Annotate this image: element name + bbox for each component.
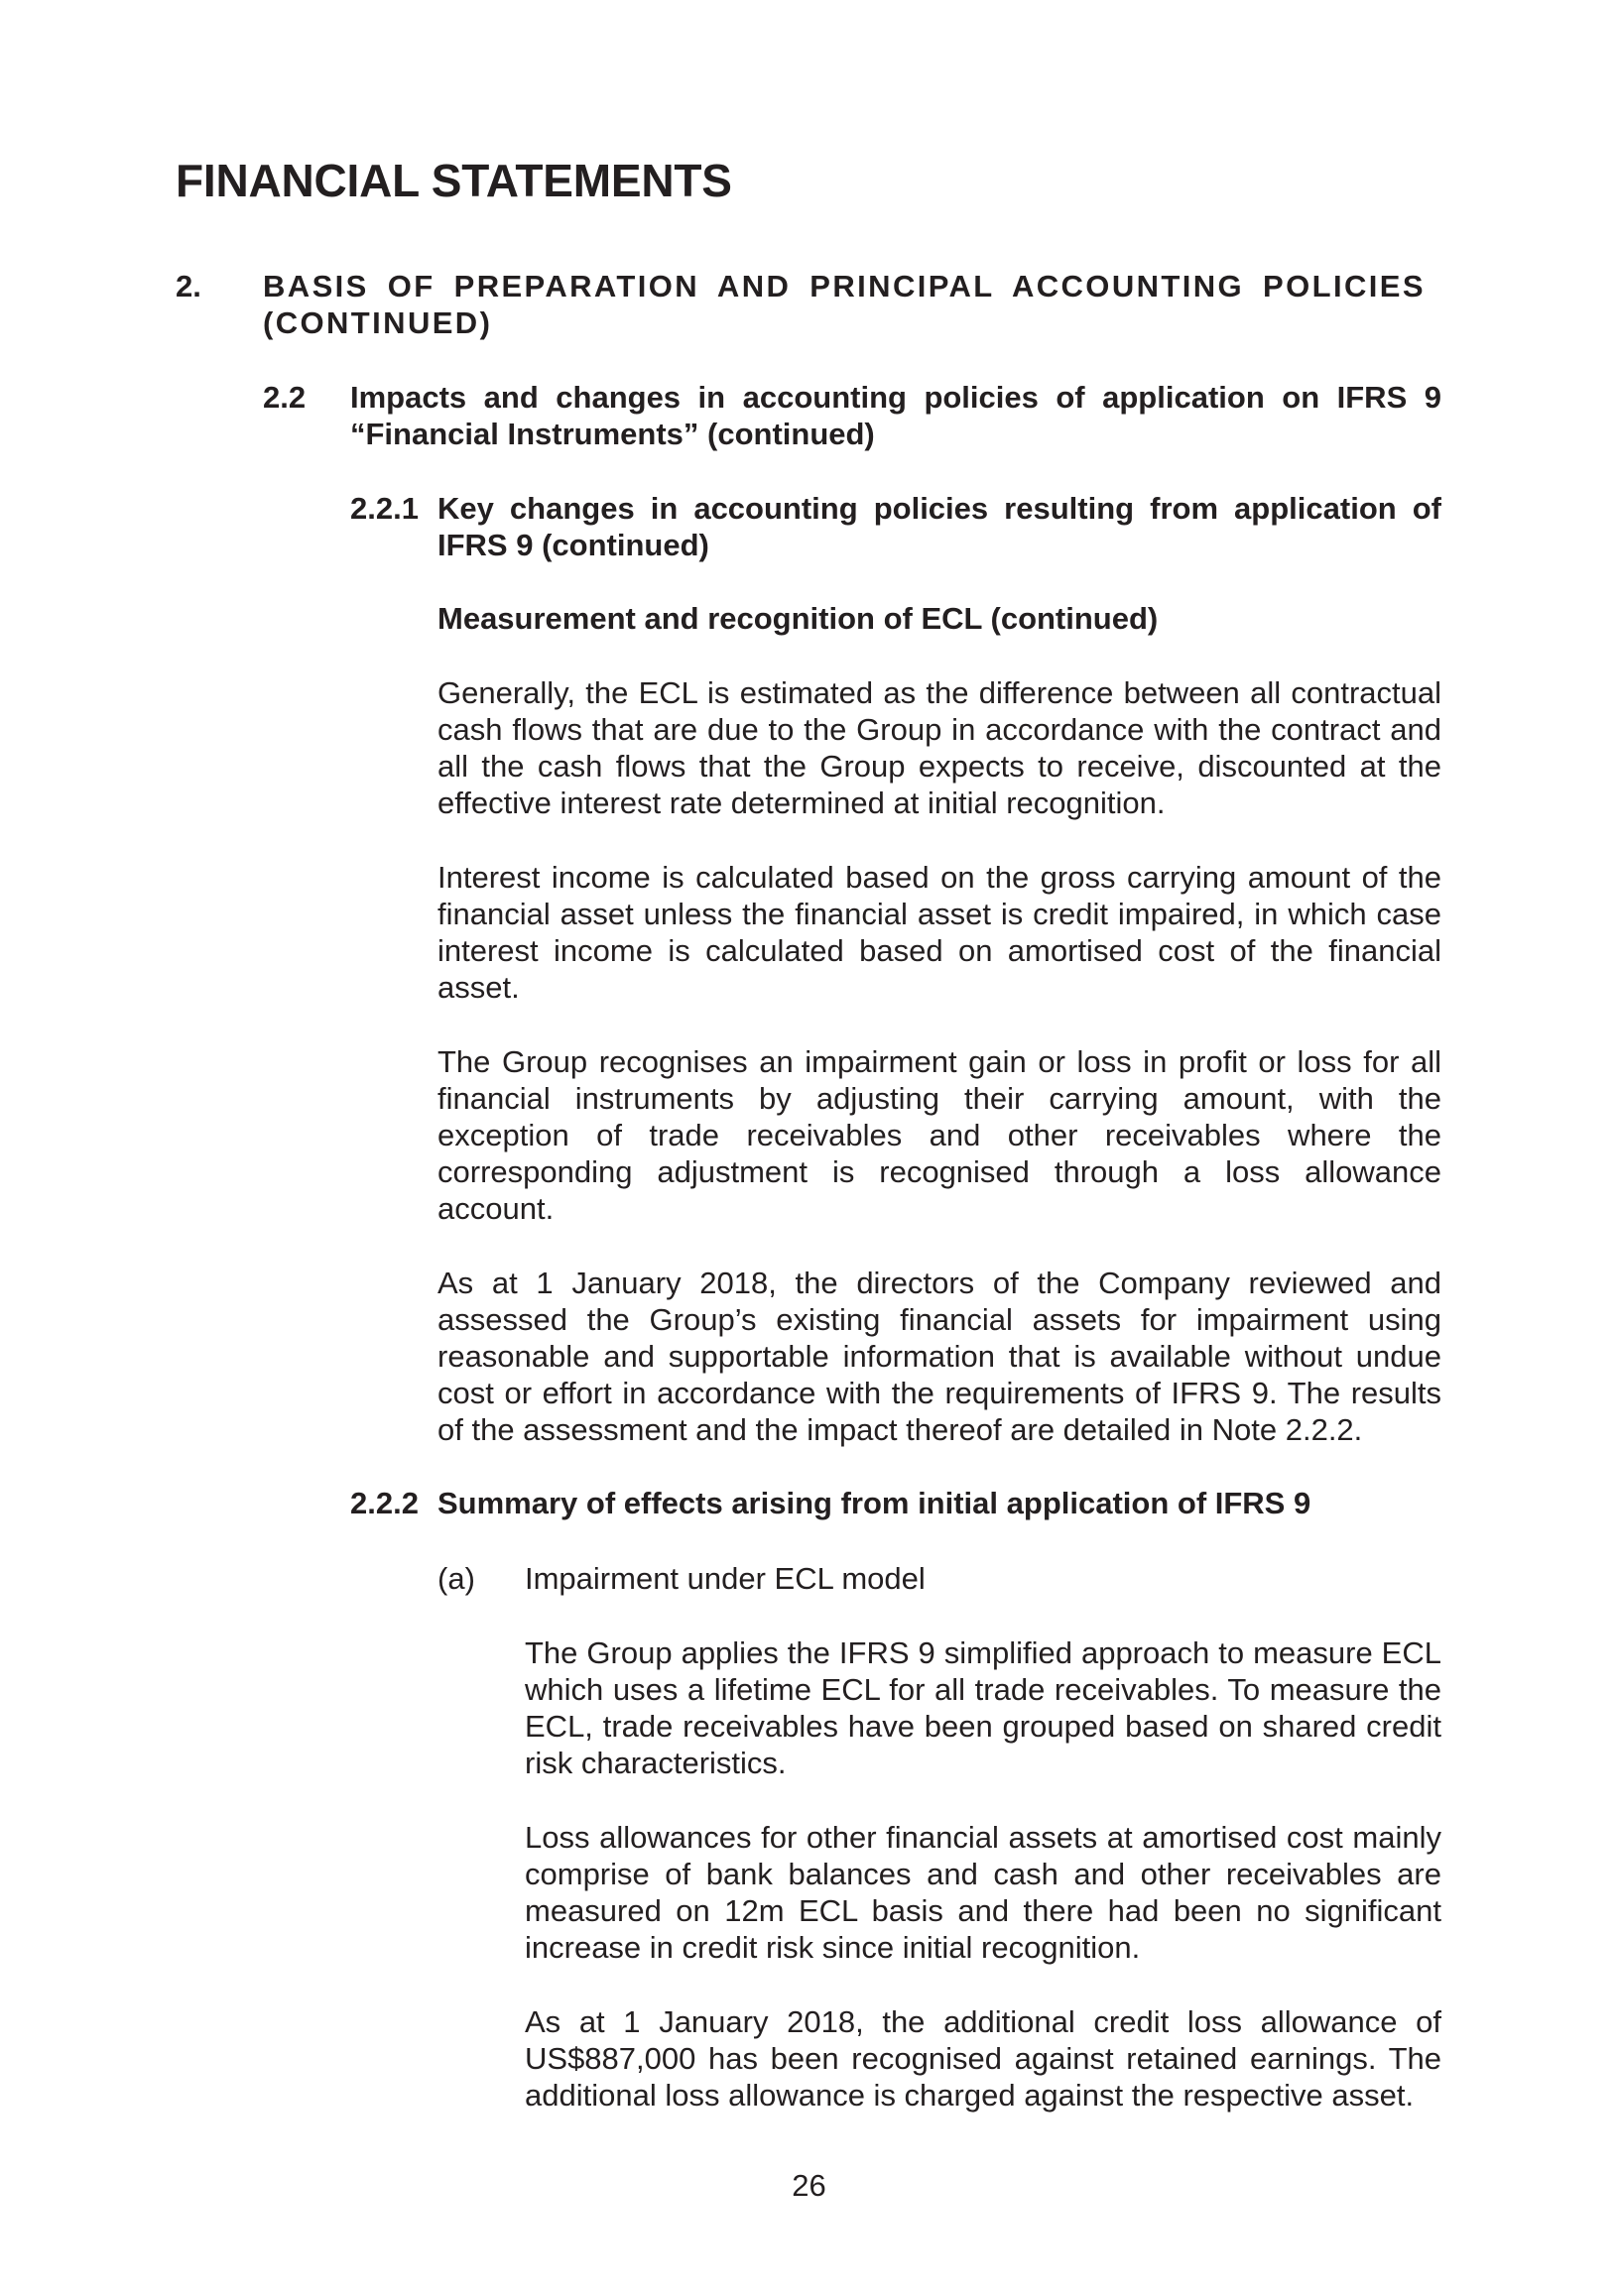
paragraph: Interest income is calculated based on the gross carrying amount of the financial asset unless the financial asset is credit impaired, in which case interest income is calculated based on amortised cost of the financial asset. bbox=[437, 860, 1441, 1005]
subsection-heading bbox=[263, 379, 1441, 458]
paragraph: As at 1 January 2018, the additional credit loss allowance of US$887,000 has been recognised against retained earnings. The additional loss allowance is charged against the respective asset. bbox=[525, 2004, 1441, 2113]
paragraph: The Group applies the IFRS 9 simplified approach to measure ECL which uses a lifetime ECL for all trade receivables. To measure the ECL, trade receivables have been grouped based on shared credit risk characteristics. bbox=[525, 1635, 1441, 1780]
subsection-number: 2.2 bbox=[263, 380, 307, 415]
section-title-line-2: (CONTINUED) bbox=[263, 305, 493, 340]
paragraph: Generally, the ECL is estimated as the difference between all contractual cash flows that are due to the Group in accordance with the contract and all the cash flows that the Group expects to receive, discounted at the effective interest rate determined at initial recognition. bbox=[437, 675, 1441, 820]
subsubsection-1-heading bbox=[350, 490, 1441, 569]
subsubsection-2-title: Summary of effects arising from initial application of IFRS 9 bbox=[437, 1486, 1311, 1520]
page-title: FINANCIAL STATEMENTS bbox=[176, 155, 732, 206]
section-title-line-1: BASIS OF PREPARATION AND PRINCIPAL ACCOUNTING POLICIES bbox=[263, 269, 1426, 303]
ecl-subheading: Measurement and recognition of ECL (continued) bbox=[437, 601, 1159, 636]
subsubsection-1-number: 2.2.1 bbox=[350, 491, 419, 526]
paragraph: Loss allowances for other financial assets at amortised cost mainly comprise of bank balances and cash and other receivables are measured on 12m ECL basis and there had been no significant increase in credit risk since initial recognition. bbox=[525, 1820, 1441, 1965]
item-a-label: (a) bbox=[437, 1561, 475, 1596]
section-heading bbox=[176, 268, 1441, 347]
paragraph: The Group recognises an impairment gain or loss in profit or loss for all financial instruments by adjusting their carrying amount, with the exception of trade receivables and other receivables where the corresponding adjustment is recognised through a loss allowance account. bbox=[437, 1044, 1441, 1226]
subsubsection-2-number: 2.2.2 bbox=[350, 1486, 419, 1520]
subsubsection-2-heading bbox=[350, 1485, 1441, 1524]
paragraph: As at 1 January 2018, the directors of the Company reviewed and assessed the Group’s existing financial assets for impairment using reasonable and supportable information that is available without undue cost or effort in accordance with the requirements of IFRS 9. The results of the assessment and the impact thereof are detailed in Note 2.2.2. bbox=[437, 1266, 1441, 1447]
section-title bbox=[263, 268, 1441, 341]
subsection-title: Impacts and changes in accounting policies of application on IFRS 9 “Financial Instruments” (continued) bbox=[350, 380, 1441, 451]
subsubsection-1-title: Key changes in accounting policies resulting from application of IFRS 9 (continued) bbox=[437, 491, 1441, 562]
page-number: 26 bbox=[792, 2168, 826, 2203]
item-a-title: Impairment under ECL model bbox=[525, 1561, 926, 1596]
section-number: 2. bbox=[176, 269, 201, 303]
